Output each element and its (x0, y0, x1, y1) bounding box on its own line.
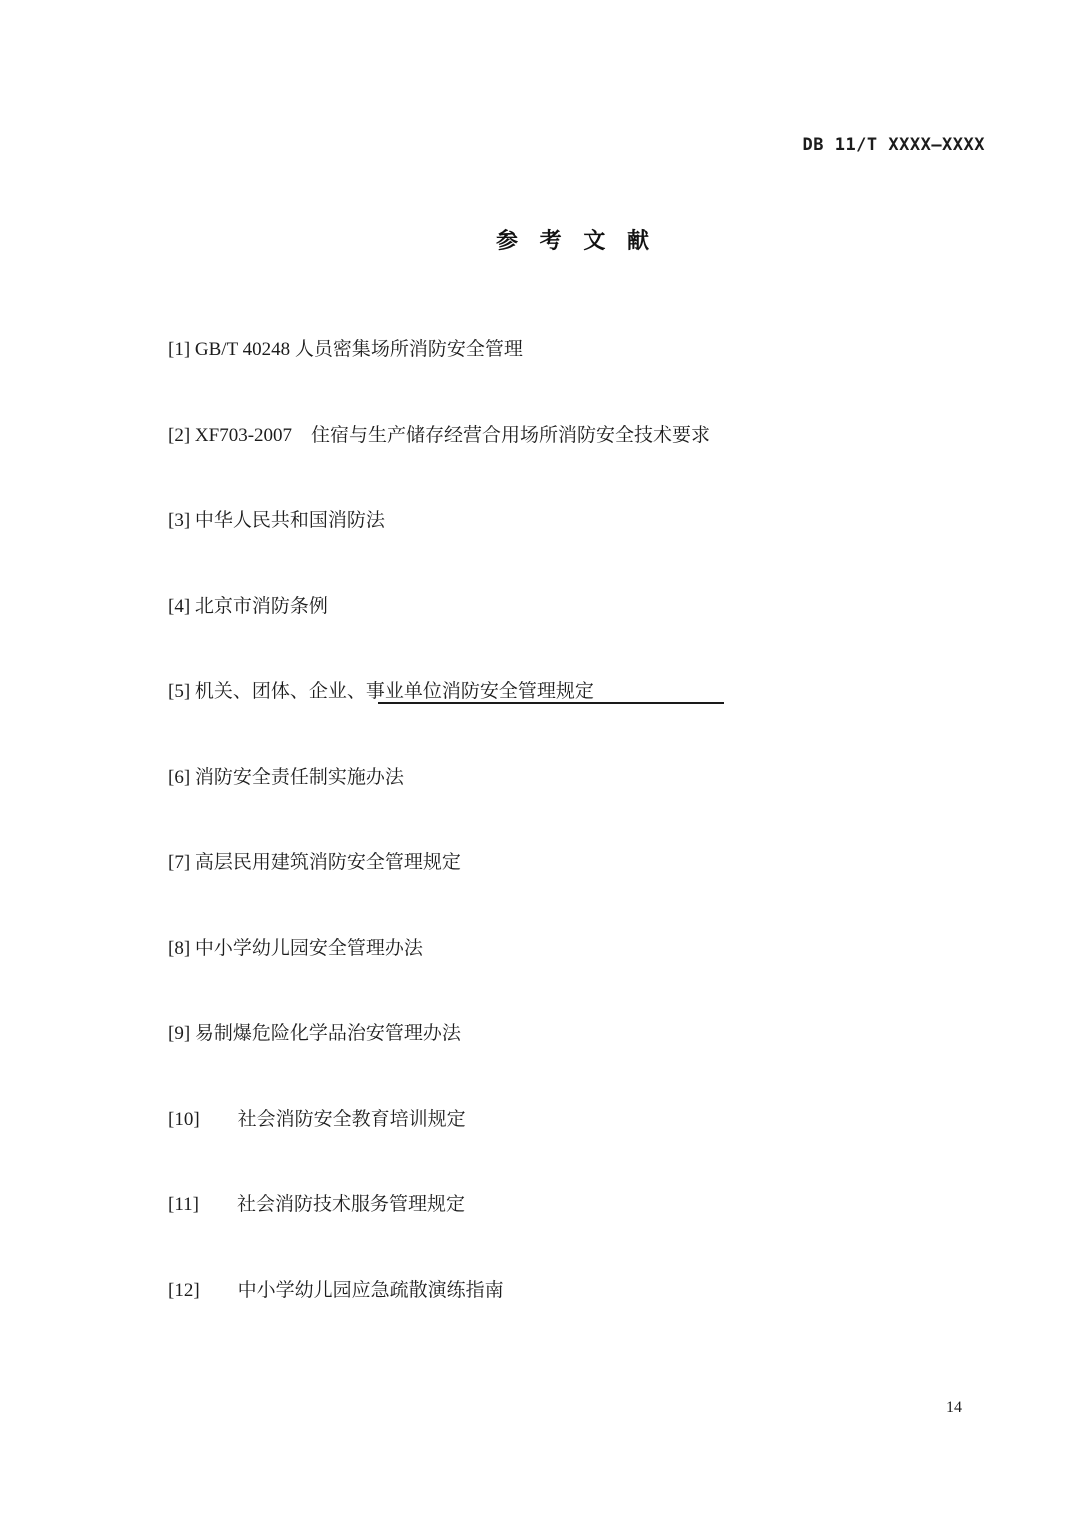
reference-item-6: [6] 消防安全责任制实施办法 (168, 766, 404, 788)
end-of-document-rule (378, 702, 724, 704)
page-number: 14 (946, 1399, 962, 1416)
reference-item-10: [10] 社会消防安全教育培训规定 (168, 1108, 466, 1130)
reference-item-1: [1] GB/T 40248 人员密集场所消防安全管理 (168, 339, 523, 360)
reference-item-8: [8] 中小学幼儿园安全管理办法 (168, 937, 423, 959)
reference-item-5: [5] 机关、团体、企业、事业单位消防安全管理规定 (168, 681, 594, 702)
standard-code-header: DB 11/T XXXX—XXXX (802, 135, 985, 155)
reference-item-2: [2] XF703-2007 住宿与生产储存经营合用场所消防安全技术要求 (168, 424, 711, 446)
reference-item-12: [12] 中小学幼儿园应急疏散演练指南 (168, 1279, 504, 1301)
references-title: 参 考 文 献 (496, 229, 649, 254)
reference-item-3: [3] 中华人民共和国消防法 (168, 510, 385, 531)
reference-item-7: [7] 高层民用建筑消防安全管理规定 (168, 852, 461, 873)
reference-item-11: [11] 社会消防技术服务管理规定 (168, 1194, 465, 1215)
reference-item-9: [9] 易制爆危险化学品治安管理办法 (168, 1023, 461, 1044)
references-list (168, 279, 985, 1362)
reference-item-4: [4] 北京市消防条例 (168, 595, 328, 617)
